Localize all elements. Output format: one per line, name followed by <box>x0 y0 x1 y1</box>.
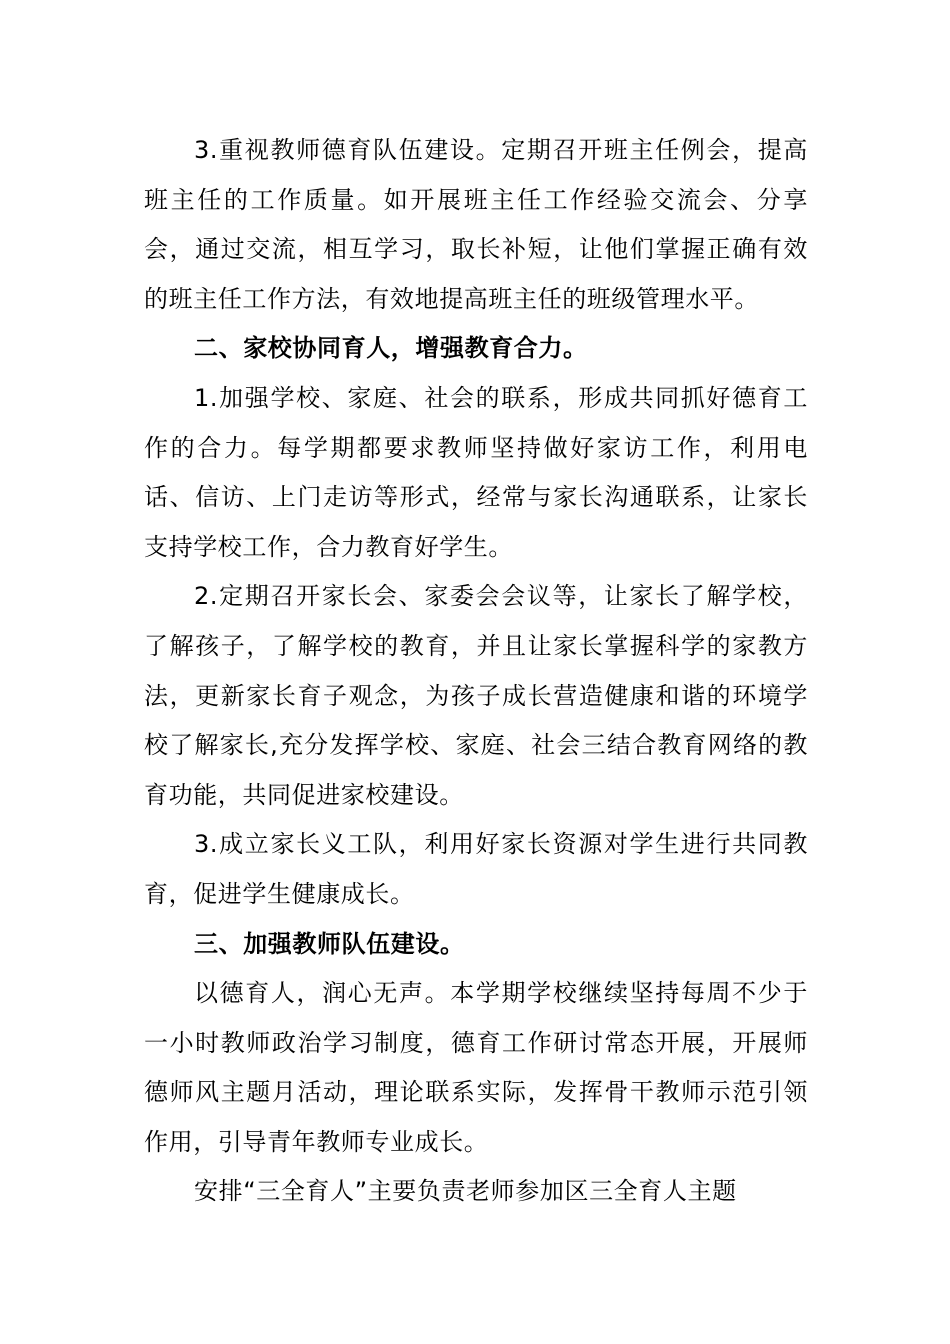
paragraph-parent-meetings: 2.定期召开家长会、家委会会议等，让家长了解学校，了解孩子，了解学校的教育，并且让家长掌握科学的家教方法，更新家长育子观念，为孩子成长营造健康和谐的环境学校了解家长,充分发挥学校、家庭、社会三结合教育网络的教育功能，共同促进家校建设。 <box>144 582 808 809</box>
paragraph-school-family-society: 1.加强学校、家庭、社会的联系，形成共同抓好德育工作的合力。每学期都要求教师坚持做好家访工作，利用电话、信访、上门走访等形式，经常与家长沟通联系，让家长支持学校工作，合力教育好学生。 <box>144 383 808 561</box>
paragraph-teacher-team: 3.重视教师德育队伍建设。定期召开班主任例会，提高班主任的工作质量。如开展班主任工作经验交流会、分享会，通过交流，相互学习，取长补短，让他们掌握正确有效的班主任工作方法，有效地提高班主任的班级管理水平。 <box>144 136 808 313</box>
paragraph-three-all-education: 安排“三全育人”主要负责老师参加区三全育人主题 <box>194 1177 737 1206</box>
section-heading-home-school: 二、家校协同育人，增强教育合力。 <box>194 334 588 363</box>
document-body <box>144 126 808 1217</box>
paragraph-moral-education: 以德育人，润心无声。本学期学校继续坚持每周不少于一小时教师政治学习制度，德育工作研讨常态开展，开展师德师风主题月活动，理论联系实际，发挥骨干教师示范引领作用，引导青年教师专业成长。 <box>144 979 808 1156</box>
paragraph-parent-volunteers: 3.成立家长义工队，利用好家长资源对学生进行共同教育，促进学生健康成长。 <box>144 830 808 908</box>
section-heading-teacher-team: 三、加强教师队伍建设。 <box>194 929 465 958</box>
